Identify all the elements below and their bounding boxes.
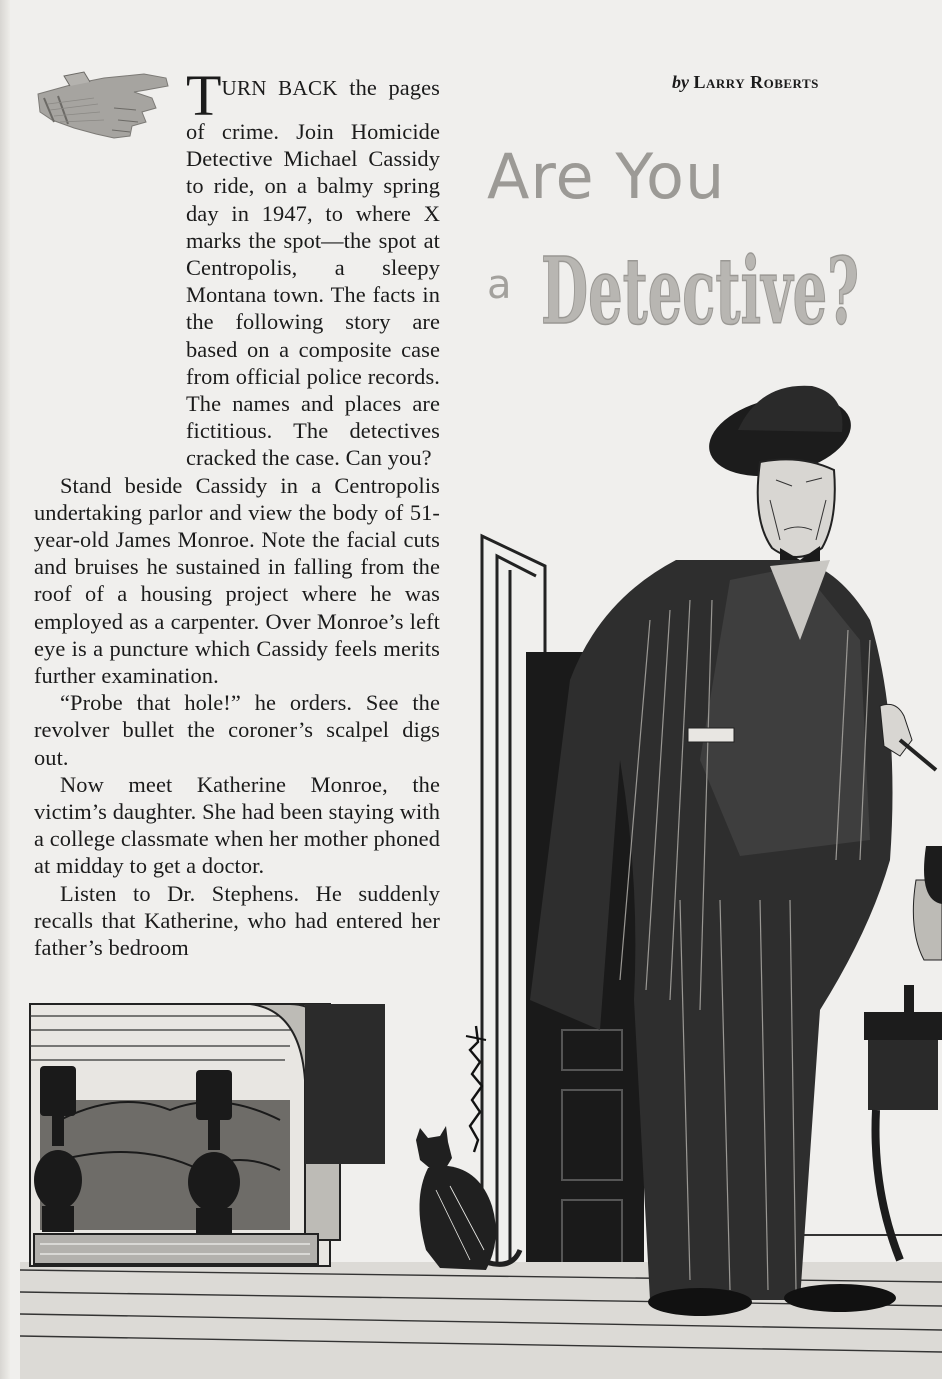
- side-table: [864, 846, 942, 1260]
- title-line-1: Are You: [487, 140, 726, 213]
- byline-author: Larry Roberts: [693, 72, 819, 92]
- title-detective-text: Detective?: [541, 237, 859, 345]
- fireplace-scene: [30, 1004, 385, 1266]
- title-article-a: a: [487, 262, 512, 308]
- paragraph-2: Stand beside Cassidy in a Centropolis undertaking parlor and view the body of 51-year-old James Monroe. Note the facial cuts and bruises he sustained in falling from the roof of a housing project where he was employed as a carpenter. Over Monroe’s left eye is a puncture which Cassidy feels merits further examination.: [34, 472, 440, 689]
- drop-cap: T: [186, 63, 222, 128]
- paragraph-3: “Probe that hole!” he orders. See the revolver bullet the coroner’s scalpel digs out.: [34, 690, 440, 770]
- artist-signature-icon: [462, 1022, 490, 1156]
- paragraph-1-text: the pages of crime. Join Homicide Detective Michael Cassidy to ride, on a balmy spring day in 1947, to where X marks the spot—the spot at Centropolis, a sleepy Montana town. The facts in the following story are based on a composite case from official police records. The names and places are fictitious. The detectives cracked the case. Can you?: [186, 75, 440, 471]
- lead-in: URN BACK: [221, 76, 338, 100]
- paragraph-5: Listen to Dr. Stephens. He suddenly recalls that Katherine, who had entered her father’s bedroom: [34, 880, 440, 961]
- paragraph-4: Now meet Katherine Monroe, the victim’s daughter. She had been staying with a college classmate when her mother phoned at midday to get a doctor.: [34, 771, 440, 879]
- byline-by: by: [672, 72, 689, 92]
- title-detective-word: [533, 205, 873, 355]
- byline: [672, 72, 886, 93]
- detective-illustration: [0, 340, 942, 1379]
